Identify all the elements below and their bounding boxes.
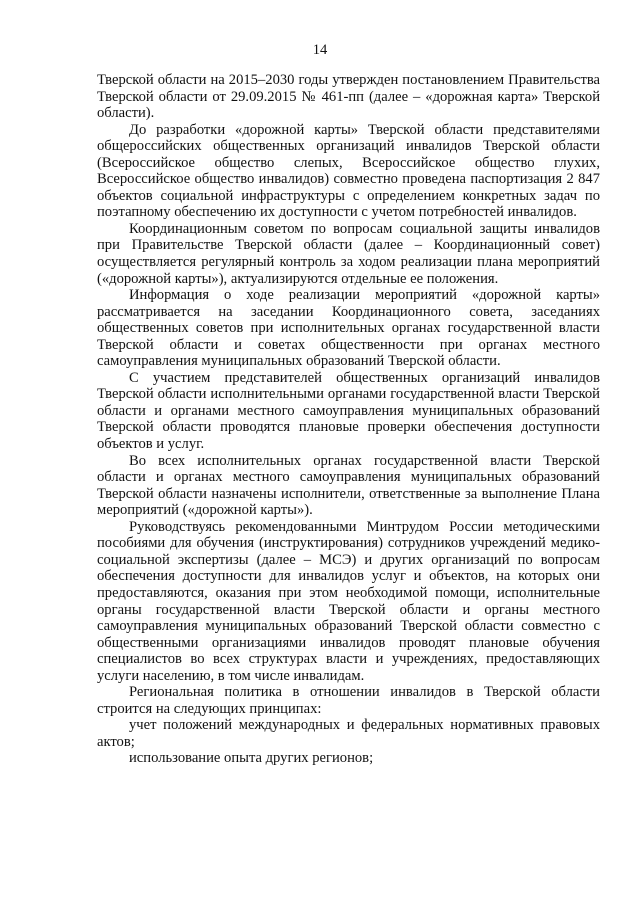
- paragraph-responsible-executors: Во всех исполнительных органах государственной власти Тверской области и органах местного самоуправления муниципальных образований Тверской области назначены исполнители, ответственные за выполнение Плана мероприятий («дорожной карты»).: [97, 452, 600, 519]
- paragraph-roadmap-information: Информация о ходе реализации мероприятий «дорожной карты» рассматривается на заседании Координационного совета, заседаниях общественных советов при исполнительных органах государственной власти Тверской области и советах общественности при органах местного самоуправления муниципальных образований Тверской области.: [97, 287, 600, 370]
- paragraph-staff-training: Руководствуясь рекомендованными Минтрудом России методическими пособиями для обучения (инструктирования) сотрудников учреждений медико-социальной экспертизы (далее – МСЭ) и других организаций по вопросам обеспечения доступности для инвалидов услуг и объектов, на которых они предоставляются, оказания при этом необходимой помощи, исполнительные органы государственной власти Тверской области и органы местного самоуправления муниципальных образований Тверской области совместно с общественными организациями инвалидов проводят плановые обучения специалистов во всех структурах власти и учреждениях, предоставляющих услуги населению, в том числе инвалидам.: [97, 518, 600, 684]
- page-number: 14: [312, 42, 328, 58]
- paragraph-continuation: Тверской области на 2015–2030 годы утвержден постановлением Правительства Тверской области от 29.09.2015 № 461-пп (далее – «дорожная карта» Тверской области).: [97, 72, 600, 122]
- list-item-regional-experience: использование опыта других регионов;: [129, 750, 374, 767]
- paragraph-coordination-council: Координационным советом по вопросам социальной защиты инвалидов при Правительстве Тверской области (далее – Координационный совет) осуществляется регулярный контроль за ходом реализации плана мероприятий («дорожной карты»), актуализируются отдельные ее положения.: [97, 220, 600, 287]
- paragraph-planned-inspections: С участием представителей общественных организаций инвалидов Тверской области исполнительными органами государственной власти Тверской области и органами местного самоуправления муниципальных образований Тверской области проводятся плановые проверки обеспечения доступности объектов и услуг.: [97, 369, 600, 453]
- paragraph-passportization: До разработки «дорожной карты» Тверской области представителями общероссийских общественных организаций инвалидов Тверской области (Всероссийское общество слепых, Всероссийское общество глухих, Всероссийское общество инвалидов) совместно проведена паспортизация 2 847 объектов социальной инфраструктуры с определением конкретных задач по поэтапному обеспечению их доступности с учетом потребностей инвалидов.: [97, 121, 600, 221]
- paragraph-regional-policy: Региональная политика в отношении инвалидов в Тверской области строится на следующих принципах:: [97, 684, 600, 717]
- list-item-legal-acts: учет положений международных и федеральных нормативных правовых актов;: [97, 717, 600, 750]
- document-body: [97, 72, 600, 767]
